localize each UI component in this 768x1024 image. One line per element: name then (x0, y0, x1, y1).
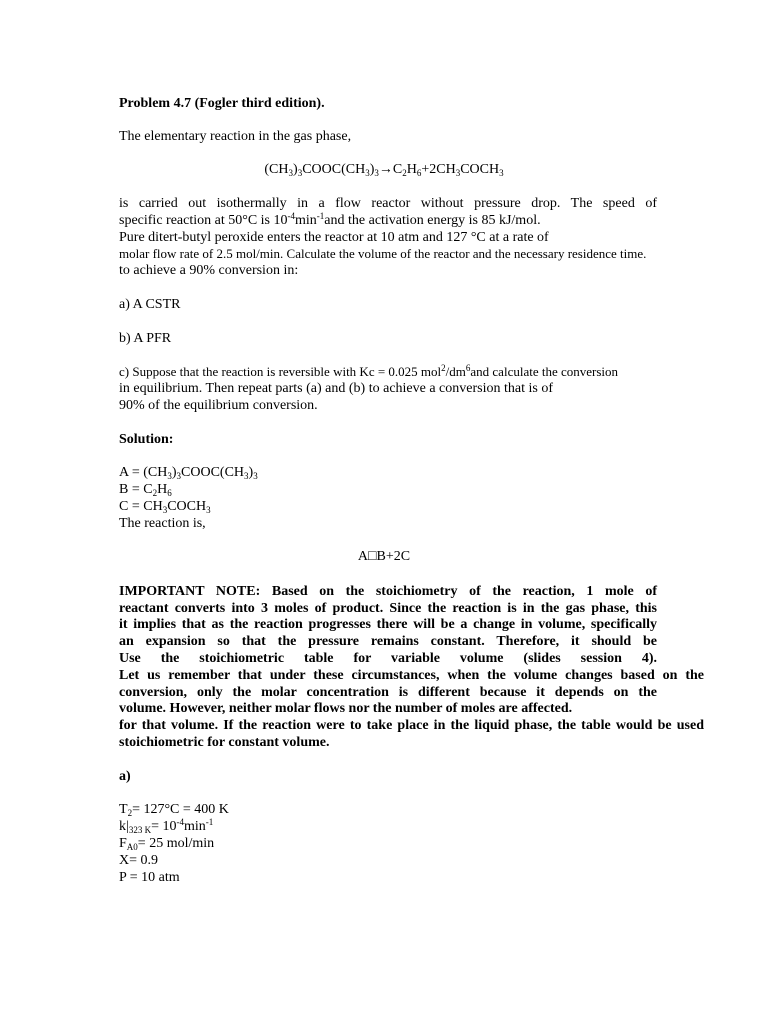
note-line: Let us remember that under these circumstances, when the volume changes based on the (119, 668, 704, 683)
given-conversion: X= 0.9 (119, 853, 159, 868)
note-line: IMPORTANT NOTE: Based on the stoichiometry of the reaction, 1 mole of (119, 584, 658, 599)
given-molar-flow: $F_{A0}= 25$ mol/min (119, 836, 215, 852)
note-line: for that volume. If the reaction were to take place in the liquid phase, the table would be used (119, 718, 704, 733)
note-line: volume. However, neither molar flows nor the number of moles are affected. (119, 701, 573, 716)
problem-text-line: specific reaction at 50°C is $10^{-4}\min^{-1}and$ the activation energy is 85 kJ/mol. (119, 211, 541, 228)
reaction-short: A□B+2C (357, 549, 411, 564)
part-b-label: b) A PFR (119, 331, 172, 346)
note-line: stoichiometric for constant volume. (119, 735, 330, 750)
definition-c: $C = CH_3COCH_3$ (119, 499, 211, 515)
part-c-line: c) Suppose that the reaction is reversible with Kc = 0.025 $mol^2/dm^6and$ calculate the conversion (119, 363, 619, 379)
intro-line: The elementary reaction in the gas phase, (119, 129, 352, 144)
note-line: Use the stoichiometric table for variable volume (slides session 4). (119, 651, 657, 666)
given-rate-constant: $k|_{323 K}= 10^{-4}\min^{-1}$ (119, 817, 214, 835)
problem-text-line: Pure ditert-butyl peroxide enters the reactor at 10 atm and 127 °C at a rate of (119, 230, 549, 245)
problem-title: Problem 4.7 (Fogler third edition). (119, 96, 325, 111)
definition-a: $A = (CH_3)_3COOC(CH_3)_3$ (119, 465, 258, 481)
section-a-heading: a) (119, 769, 131, 784)
note-line: reactant converts into 3 moles of product. Since the reaction is in the gas phase, this (119, 601, 657, 616)
part-a-label: a) A CSTR (119, 297, 181, 312)
note-line: conversion, only the molar concentration is different because it depends on the (119, 685, 657, 700)
reaction-equation: $(CH_3)_3COOC(CH_3)_3\to C_2H_6+2CH_3COCH_3$ (264, 162, 504, 178)
given-pressure: P = 10 atm (119, 870, 180, 885)
part-c-line: 90% of the equilibrium conversion. (119, 398, 318, 413)
part-c-line: in equilibrium. Then repeat parts (a) and (b) to achieve a conversion that is of (119, 381, 553, 396)
solution-heading: Solution: (119, 432, 174, 447)
note-line: an expansion so that the pressure remains constant. Therefore, it should be (119, 634, 657, 649)
reaction-is-label: The reaction is, (119, 516, 206, 531)
problem-text-line: molar flow rate of 2.5 mol/min. Calculate the volume of the reactor and the necessary residence time. (119, 246, 647, 261)
problem-text-line: is carried out isothermally in a flow reactor without pressure drop. The speed of (119, 196, 657, 211)
definition-b: $B = C_2H_6$ (119, 482, 172, 498)
note-line: it implies that as the reaction progresses there will be a change in volume, specifically (119, 617, 657, 632)
given-temperature: $T_2= 127^\circ C = 400$ K (119, 802, 229, 818)
note-label: IMPORTANT NOTE: (119, 584, 261, 599)
problem-text-line: to achieve a 90% conversion in: (119, 263, 299, 278)
